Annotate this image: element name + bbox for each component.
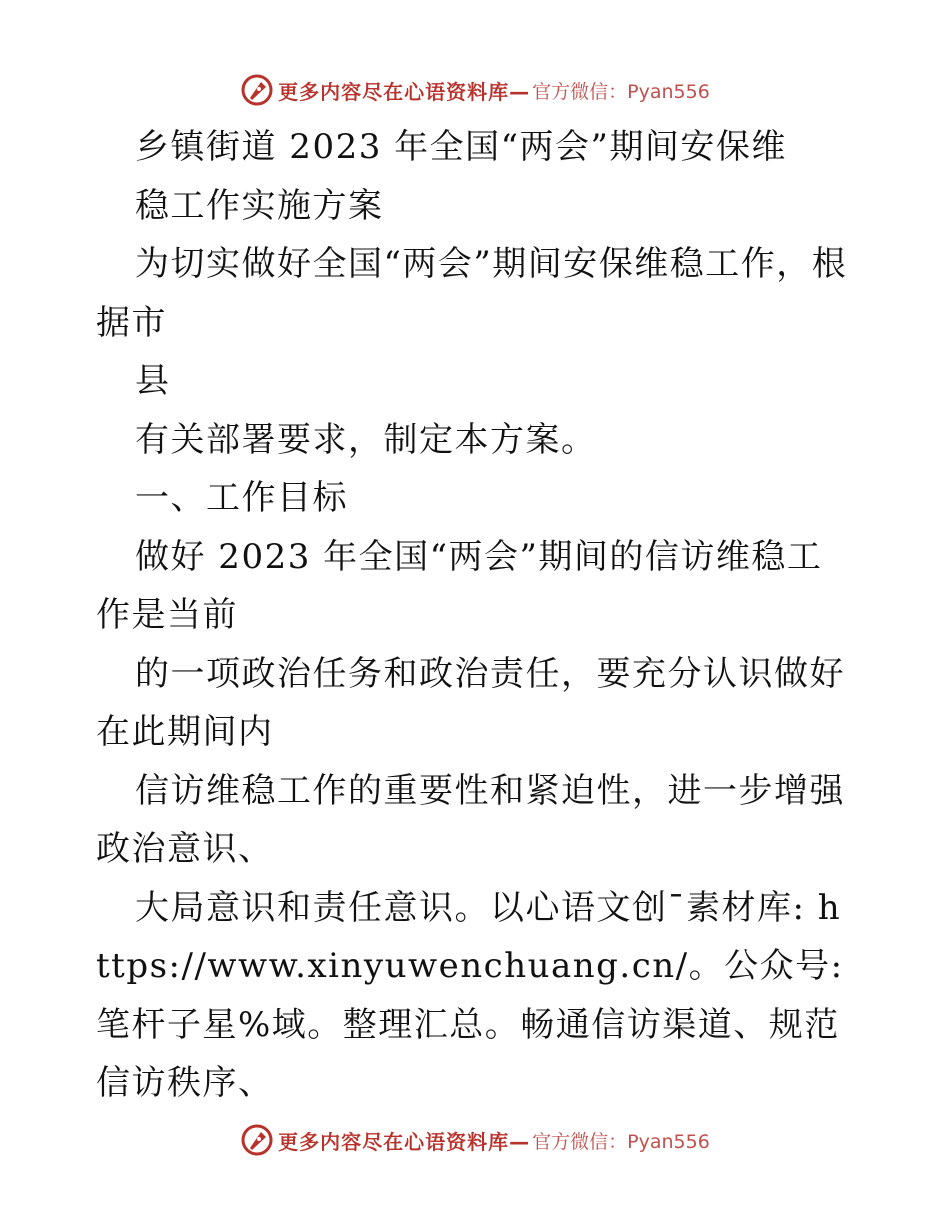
pen-nib-icon — [240, 1123, 274, 1157]
banner-wechat: 官方微信：Pyan556 — [532, 80, 710, 103]
paragraph: 信访维稳工作的重要性和紧迫性，进一步增强政治意识、 — [96, 770, 845, 869]
document-title-line-1: 乡镇街道 2023 年全国“两会”期间安保维 — [135, 127, 787, 167]
header-banner — [0, 70, 950, 110]
banner-text: 更多内容尽在心语资料库— — [278, 79, 531, 104]
section-heading: 一、工作目标 — [135, 478, 348, 518]
banner-text: 更多内容尽在心语资料库— — [278, 1129, 531, 1154]
paragraph: 为切实做好全国“两会”期间安保维稳工作，根据市 — [96, 244, 848, 343]
paragraph: 的一项政治任务和政治责任，要充分认识做好在此期间内 — [96, 653, 845, 752]
banner-wechat: 官方微信：Pyan556 — [532, 1130, 710, 1153]
footer-banner — [0, 1120, 950, 1160]
paragraph: 县 — [135, 361, 171, 401]
document-title-line-2: 稳工作实施方案 — [135, 185, 384, 226]
paragraph: 有关部署要求，制定本方案。 — [135, 419, 597, 460]
document-body — [96, 118, 856, 1113]
pen-nib-icon — [240, 73, 274, 107]
paragraph: 大局意识和责任意识。以心语文创¯素材库: https://www.xinyuwenchuang.cn/。公众号: 笔杆子星%域。整理汇总。畅通信访渠道、规范信访秩序、 — [96, 887, 844, 1103]
paragraph: 做好 2023 年全国“两会”期间的信访维稳工作是当前 — [96, 536, 823, 635]
